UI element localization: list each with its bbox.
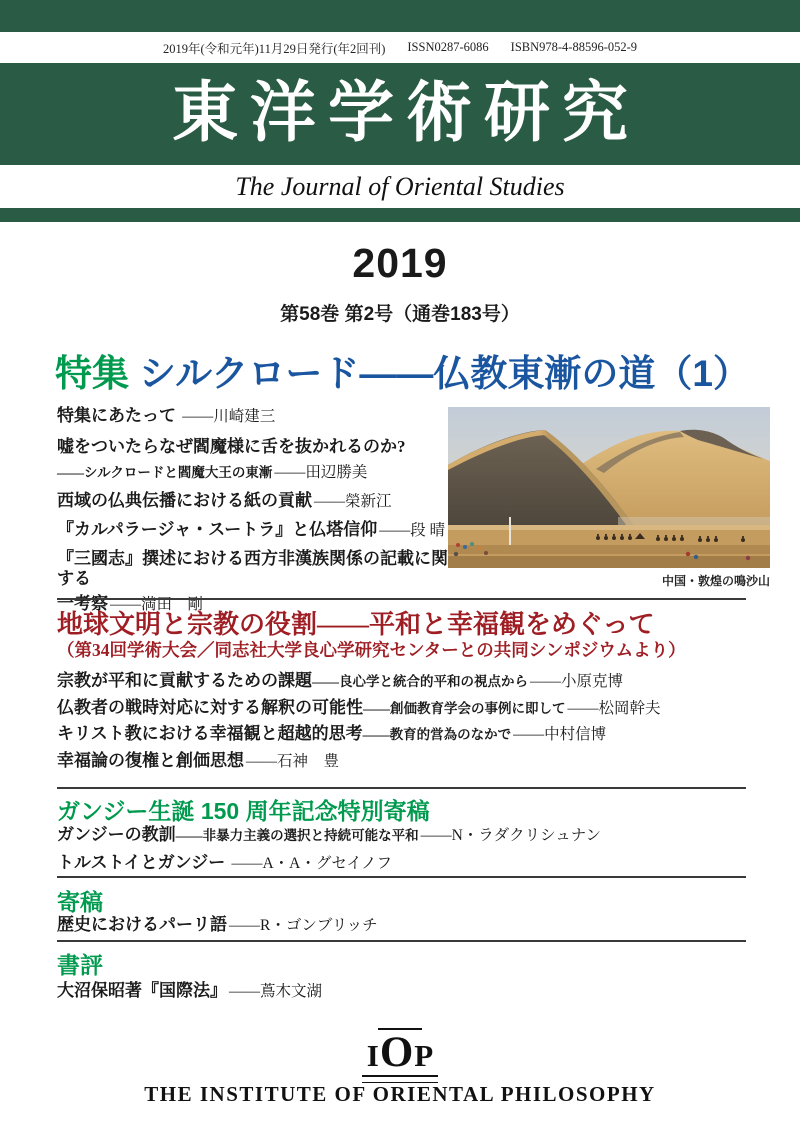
article-subtitle: ——良心学と統合的平和の視点から bbox=[312, 674, 528, 689]
institute-name: THE INSTITUTE OF ORIENTAL PHILOSOPHY bbox=[144, 1082, 656, 1106]
article-title: 仏教者の戦時対応に対する解釈の可能性 bbox=[57, 697, 363, 717]
article-author: ——A・A・グセイノフ bbox=[231, 855, 392, 872]
article-author: ——満田 剛 bbox=[110, 596, 204, 613]
feature-headline bbox=[55, 343, 750, 397]
symposium-article bbox=[57, 672, 757, 691]
article-author: ——田辺勝美 bbox=[274, 464, 368, 481]
section-divider bbox=[57, 876, 746, 878]
article-title: ガンジーの教訓 bbox=[57, 825, 176, 844]
section-header-gandhi: ガンジー生誕 150 周年記念特別寄稿 bbox=[57, 798, 430, 824]
section-divider bbox=[57, 598, 746, 600]
article-subtitle: ——シルクロードと閻魔大王の東漸 bbox=[57, 465, 273, 480]
feature-article bbox=[57, 437, 449, 457]
banner-bottom-bar bbox=[0, 208, 800, 222]
logo-letter-o: O bbox=[379, 1029, 414, 1076]
publication-date: 2019年(令和元年)11月29日発行(年2回刊) bbox=[162, 41, 386, 56]
logo-letters bbox=[367, 1031, 433, 1074]
issue-year: 2019 bbox=[352, 240, 448, 286]
feature-article bbox=[57, 520, 449, 540]
photo-caption: 中国・敦煌の鳴沙山 bbox=[661, 574, 770, 588]
publication-info-row bbox=[0, 32, 800, 63]
article-title: 『三國志』撰述における西方非漢族関係の記載に関する bbox=[57, 549, 448, 588]
issue-volume: 第58巻 第2号（通巻183号） bbox=[280, 304, 520, 325]
feature-article-subline bbox=[57, 463, 449, 482]
article-title: 特集にあたって bbox=[57, 406, 181, 425]
article-subtitle: ——非暴力主義の選択と持続可能な平和 bbox=[175, 828, 419, 843]
symposium-article-list bbox=[57, 672, 757, 778]
journal-subtitle-en: The Journal of Oriental Studies bbox=[235, 171, 565, 201]
section-header-review: 書評 bbox=[57, 952, 103, 978]
logo-letter-p: P bbox=[414, 1038, 434, 1073]
article-subtitle: ——創価教育学会の事例に即して bbox=[363, 700, 566, 716]
article-title: 宗教が平和に貢献するための課題 bbox=[57, 671, 312, 690]
section-header-contribution: 寄稿 bbox=[57, 889, 103, 915]
feature-article bbox=[57, 406, 449, 426]
desert-dunes-illustration bbox=[448, 407, 770, 568]
symposium-article bbox=[57, 752, 757, 771]
symposium-article bbox=[57, 699, 757, 718]
isbn-number: ISBN978-4-88596-052-9 bbox=[510, 40, 638, 54]
article-author: ——R・ゴンブリッチ bbox=[229, 917, 378, 934]
article-title: 嘘をついたらなぜ閻魔様に舌を抜かれるのか? bbox=[57, 437, 406, 456]
journal-title: 東洋学術研究 bbox=[172, 77, 640, 150]
review-article bbox=[57, 982, 322, 1001]
article-author: ——N・ラダクリシュナン bbox=[420, 827, 602, 844]
article-title: 『カルパラージャ・スートラ』と仏塔信仰 bbox=[57, 520, 378, 539]
article-title: 大沼保昭著『国際法』 bbox=[57, 981, 227, 1000]
article-title: 幸福論の復権と創価思想 bbox=[57, 750, 244, 770]
top-green-bar bbox=[0, 0, 800, 32]
feature-title: シルクロード——仏教東漸の道（1） bbox=[139, 353, 750, 394]
contribution-article bbox=[57, 916, 378, 935]
section-divider bbox=[57, 940, 746, 942]
iop-logo bbox=[0, 1028, 800, 1083]
article-title-cont: 一考察 bbox=[57, 594, 108, 613]
article-title: トルストイとガンジー bbox=[57, 853, 230, 872]
article-title: キリスト教における幸福観と超越的思考 bbox=[57, 724, 363, 743]
article-author: ——中村信博 bbox=[513, 726, 607, 743]
article-author: ——榮新江 bbox=[314, 493, 392, 510]
masthead-banner bbox=[0, 63, 800, 165]
section-divider bbox=[57, 787, 746, 789]
english-subtitle-row bbox=[0, 165, 800, 208]
feature-label: 特集 bbox=[55, 353, 129, 394]
gandhi-article bbox=[57, 854, 392, 873]
symposium-subtitle: （第34回学術大会／同志社大学良心学研究センターとの共同シンポジウムより） bbox=[57, 640, 686, 660]
logo-letter-i: I bbox=[366, 1038, 379, 1073]
article-author: ——川崎建三 bbox=[182, 408, 276, 425]
article-author: ——石神 豊 bbox=[246, 752, 340, 770]
symposium-article bbox=[57, 725, 757, 744]
symposium-title: 地球文明と宗教の役割——平和と幸福観をめぐって bbox=[57, 610, 655, 639]
gandhi-article bbox=[57, 826, 601, 845]
issn-number: ISSN0287-6086 bbox=[407, 40, 489, 54]
article-title: 歴史におけるパーリ語 bbox=[57, 915, 227, 934]
article-author: ——小原克博 bbox=[530, 673, 624, 690]
feature-article bbox=[57, 549, 449, 589]
article-author: ——蔦木文湖 bbox=[229, 983, 323, 1000]
article-subtitle: ——教育的営為のなかで bbox=[362, 727, 512, 742]
article-author: ——段 晴 bbox=[379, 522, 446, 539]
feature-article bbox=[57, 491, 449, 511]
article-author: ——松岡幹夫 bbox=[567, 699, 661, 717]
feature-article-list bbox=[57, 406, 449, 623]
article-title: 西域の仏典伝播における紙の貢献 bbox=[57, 491, 312, 510]
cover-photo bbox=[448, 407, 770, 568]
